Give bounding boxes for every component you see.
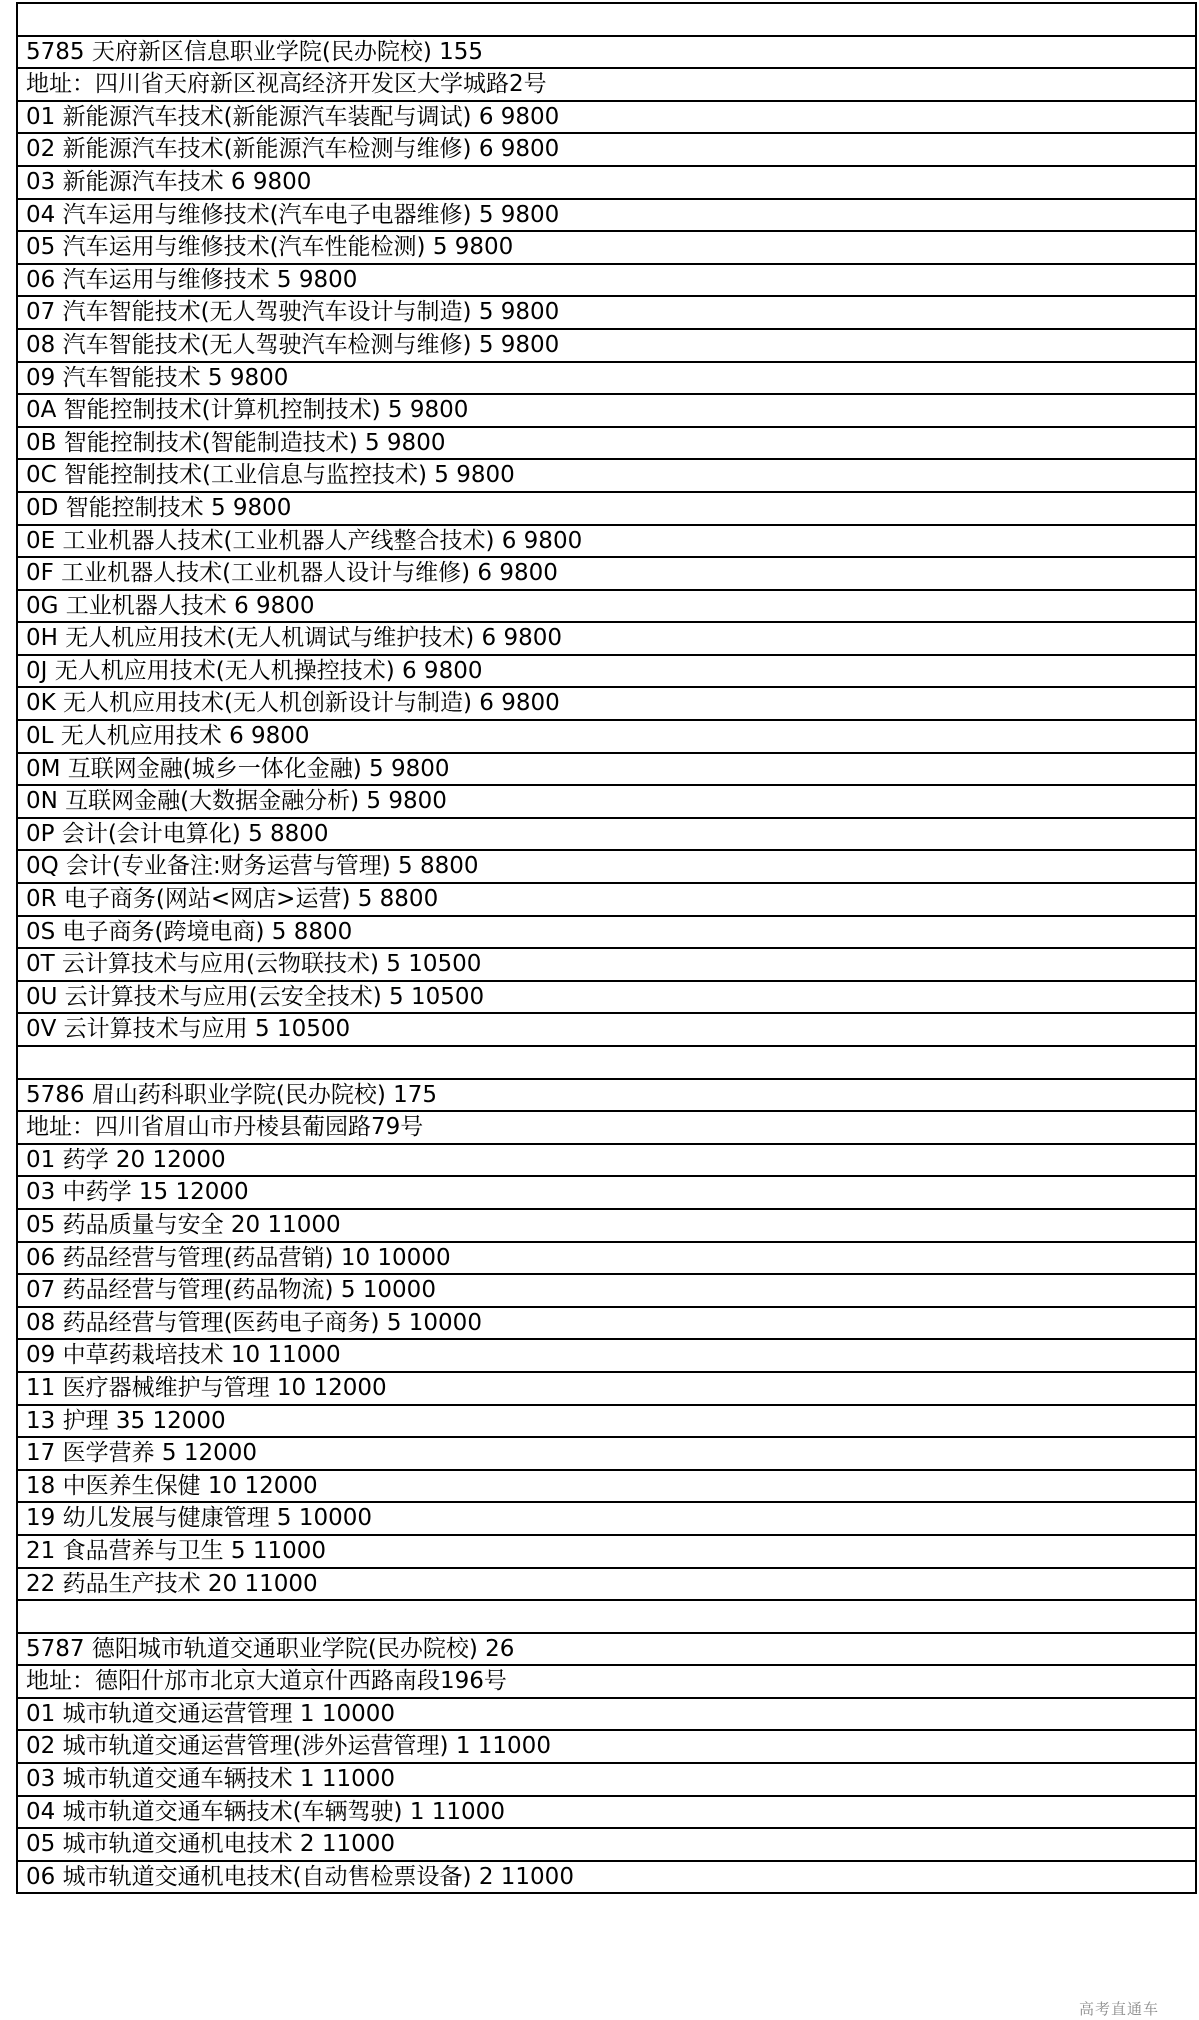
major-row: 19 幼儿发展与健康管理 5 10000	[16, 1503, 1197, 1536]
admission-plan-table	[16, 2, 1197, 1894]
major-row: 0C 智能控制技术(工业信息与监控技术) 5 9800	[16, 460, 1197, 493]
major-row: 0G 工业机器人技术 6 9800	[16, 591, 1197, 624]
major-row: 21 食品营养与卫生 5 11000	[16, 1536, 1197, 1569]
major-row: 0E 工业机器人技术(工业机器人产线整合技术) 6 9800	[16, 526, 1197, 559]
major-row: 01 药学 20 12000	[16, 1145, 1197, 1178]
major-row: 0V 云计算技术与应用 5 10500	[16, 1014, 1197, 1047]
school-header-row: 5785 天府新区信息职业学院(民办院校) 155	[16, 37, 1197, 70]
major-row: 0L 无人机应用技术 6 9800	[16, 721, 1197, 754]
major-row: 0F 工业机器人技术(工业机器人设计与维修) 6 9800	[16, 558, 1197, 591]
school-header-row: 5787 德阳城市轨道交通职业学院(民办院校) 26	[16, 1634, 1197, 1667]
major-row: 0D 智能控制技术 5 9800	[16, 493, 1197, 526]
major-row: 05 汽车运用与维修技术(汽车性能检测) 5 9800	[16, 232, 1197, 265]
major-row: 04 汽车运用与维修技术(汽车电子电器维修) 5 9800	[16, 200, 1197, 233]
major-row: 01 新能源汽车技术(新能源汽车装配与调试) 6 9800	[16, 102, 1197, 135]
major-row: 03 中药学 15 12000	[16, 1177, 1197, 1210]
major-row: 08 汽车智能技术(无人驾驶汽车检测与维修) 5 9800	[16, 330, 1197, 363]
major-row: 06 汽车运用与维修技术 5 9800	[16, 265, 1197, 298]
major-row: 0M 互联网金融(城乡一体化金融) 5 9800	[16, 754, 1197, 787]
major-row: 0A 智能控制技术(计算机控制技术) 5 9800	[16, 395, 1197, 428]
major-row: 06 药品经营与管理(药品营销) 10 10000	[16, 1243, 1197, 1276]
major-row: 0N 互联网金融(大数据金融分析) 5 9800	[16, 786, 1197, 819]
major-row: 02 新能源汽车技术(新能源汽车检测与维修) 6 9800	[16, 134, 1197, 167]
blank-row	[16, 4, 1197, 37]
school-address-row: 地址：四川省眉山市丹棱县葡园路79号	[16, 1112, 1197, 1145]
major-row: 0R 电子商务(网站<网店>运营) 5 8800	[16, 884, 1197, 917]
major-row: 04 城市轨道交通车辆技术(车辆驾驶) 1 11000	[16, 1797, 1197, 1830]
major-row: 08 药品经营与管理(医药电子商务) 5 10000	[16, 1308, 1197, 1341]
major-row: 09 中草药栽培技术 10 11000	[16, 1340, 1197, 1373]
major-row: 01 城市轨道交通运营管理 1 10000	[16, 1699, 1197, 1732]
major-row: 07 药品经营与管理(药品物流) 5 10000	[16, 1275, 1197, 1308]
major-row: 0B 智能控制技术(智能制造技术) 5 9800	[16, 428, 1197, 461]
major-row: 05 城市轨道交通机电技术 2 11000	[16, 1829, 1197, 1862]
major-row: 0K 无人机应用技术(无人机创新设计与制造) 6 9800	[16, 688, 1197, 721]
major-row: 0H 无人机应用技术(无人机调试与维护技术) 6 9800	[16, 623, 1197, 656]
major-row: 11 医疗器械维护与管理 10 12000	[16, 1373, 1197, 1406]
major-row: 07 汽车智能技术(无人驾驶汽车设计与制造) 5 9800	[16, 297, 1197, 330]
blank-row	[16, 1601, 1197, 1634]
major-row: 0S 电子商务(跨境电商) 5 8800	[16, 917, 1197, 950]
school-header-row: 5786 眉山药科职业学院(民办院校) 175	[16, 1080, 1197, 1113]
major-row: 09 汽车智能技术 5 9800	[16, 363, 1197, 396]
major-row: 17 医学营养 5 12000	[16, 1438, 1197, 1471]
major-row: 13 护理 35 12000	[16, 1406, 1197, 1439]
major-row: 0J 无人机应用技术(无人机操控技术) 6 9800	[16, 656, 1197, 689]
major-row: 22 药品生产技术 20 11000	[16, 1569, 1197, 1602]
major-row: 03 新能源汽车技术 6 9800	[16, 167, 1197, 200]
major-row: 06 城市轨道交通机电技术(自动售检票设备) 2 11000	[16, 1862, 1197, 1895]
major-row: 05 药品质量与安全 20 11000	[16, 1210, 1197, 1243]
major-row: 03 城市轨道交通车辆技术 1 11000	[16, 1764, 1197, 1797]
school-address-row: 地址：德阳什邡市北京大道京什西路南段196号	[16, 1666, 1197, 1699]
major-row: 18 中医养生保健 10 12000	[16, 1471, 1197, 1504]
school-address-row: 地址：四川省天府新区视高经济开发区大学城路2号	[16, 69, 1197, 102]
major-row: 0Q 会计(专业备注:财务运营与管理) 5 8800	[16, 851, 1197, 884]
major-row: 0U 云计算技术与应用(云安全技术) 5 10500	[16, 982, 1197, 1015]
watermark-text: 高考直通车	[1078, 2000, 1159, 2018]
major-row: 02 城市轨道交通运营管理(涉外运营管理) 1 11000	[16, 1731, 1197, 1764]
major-row: 0T 云计算技术与应用(云物联技术) 5 10500	[16, 949, 1197, 982]
blank-row	[16, 1047, 1197, 1080]
major-row: 0P 会计(会计电算化) 5 8800	[16, 819, 1197, 852]
